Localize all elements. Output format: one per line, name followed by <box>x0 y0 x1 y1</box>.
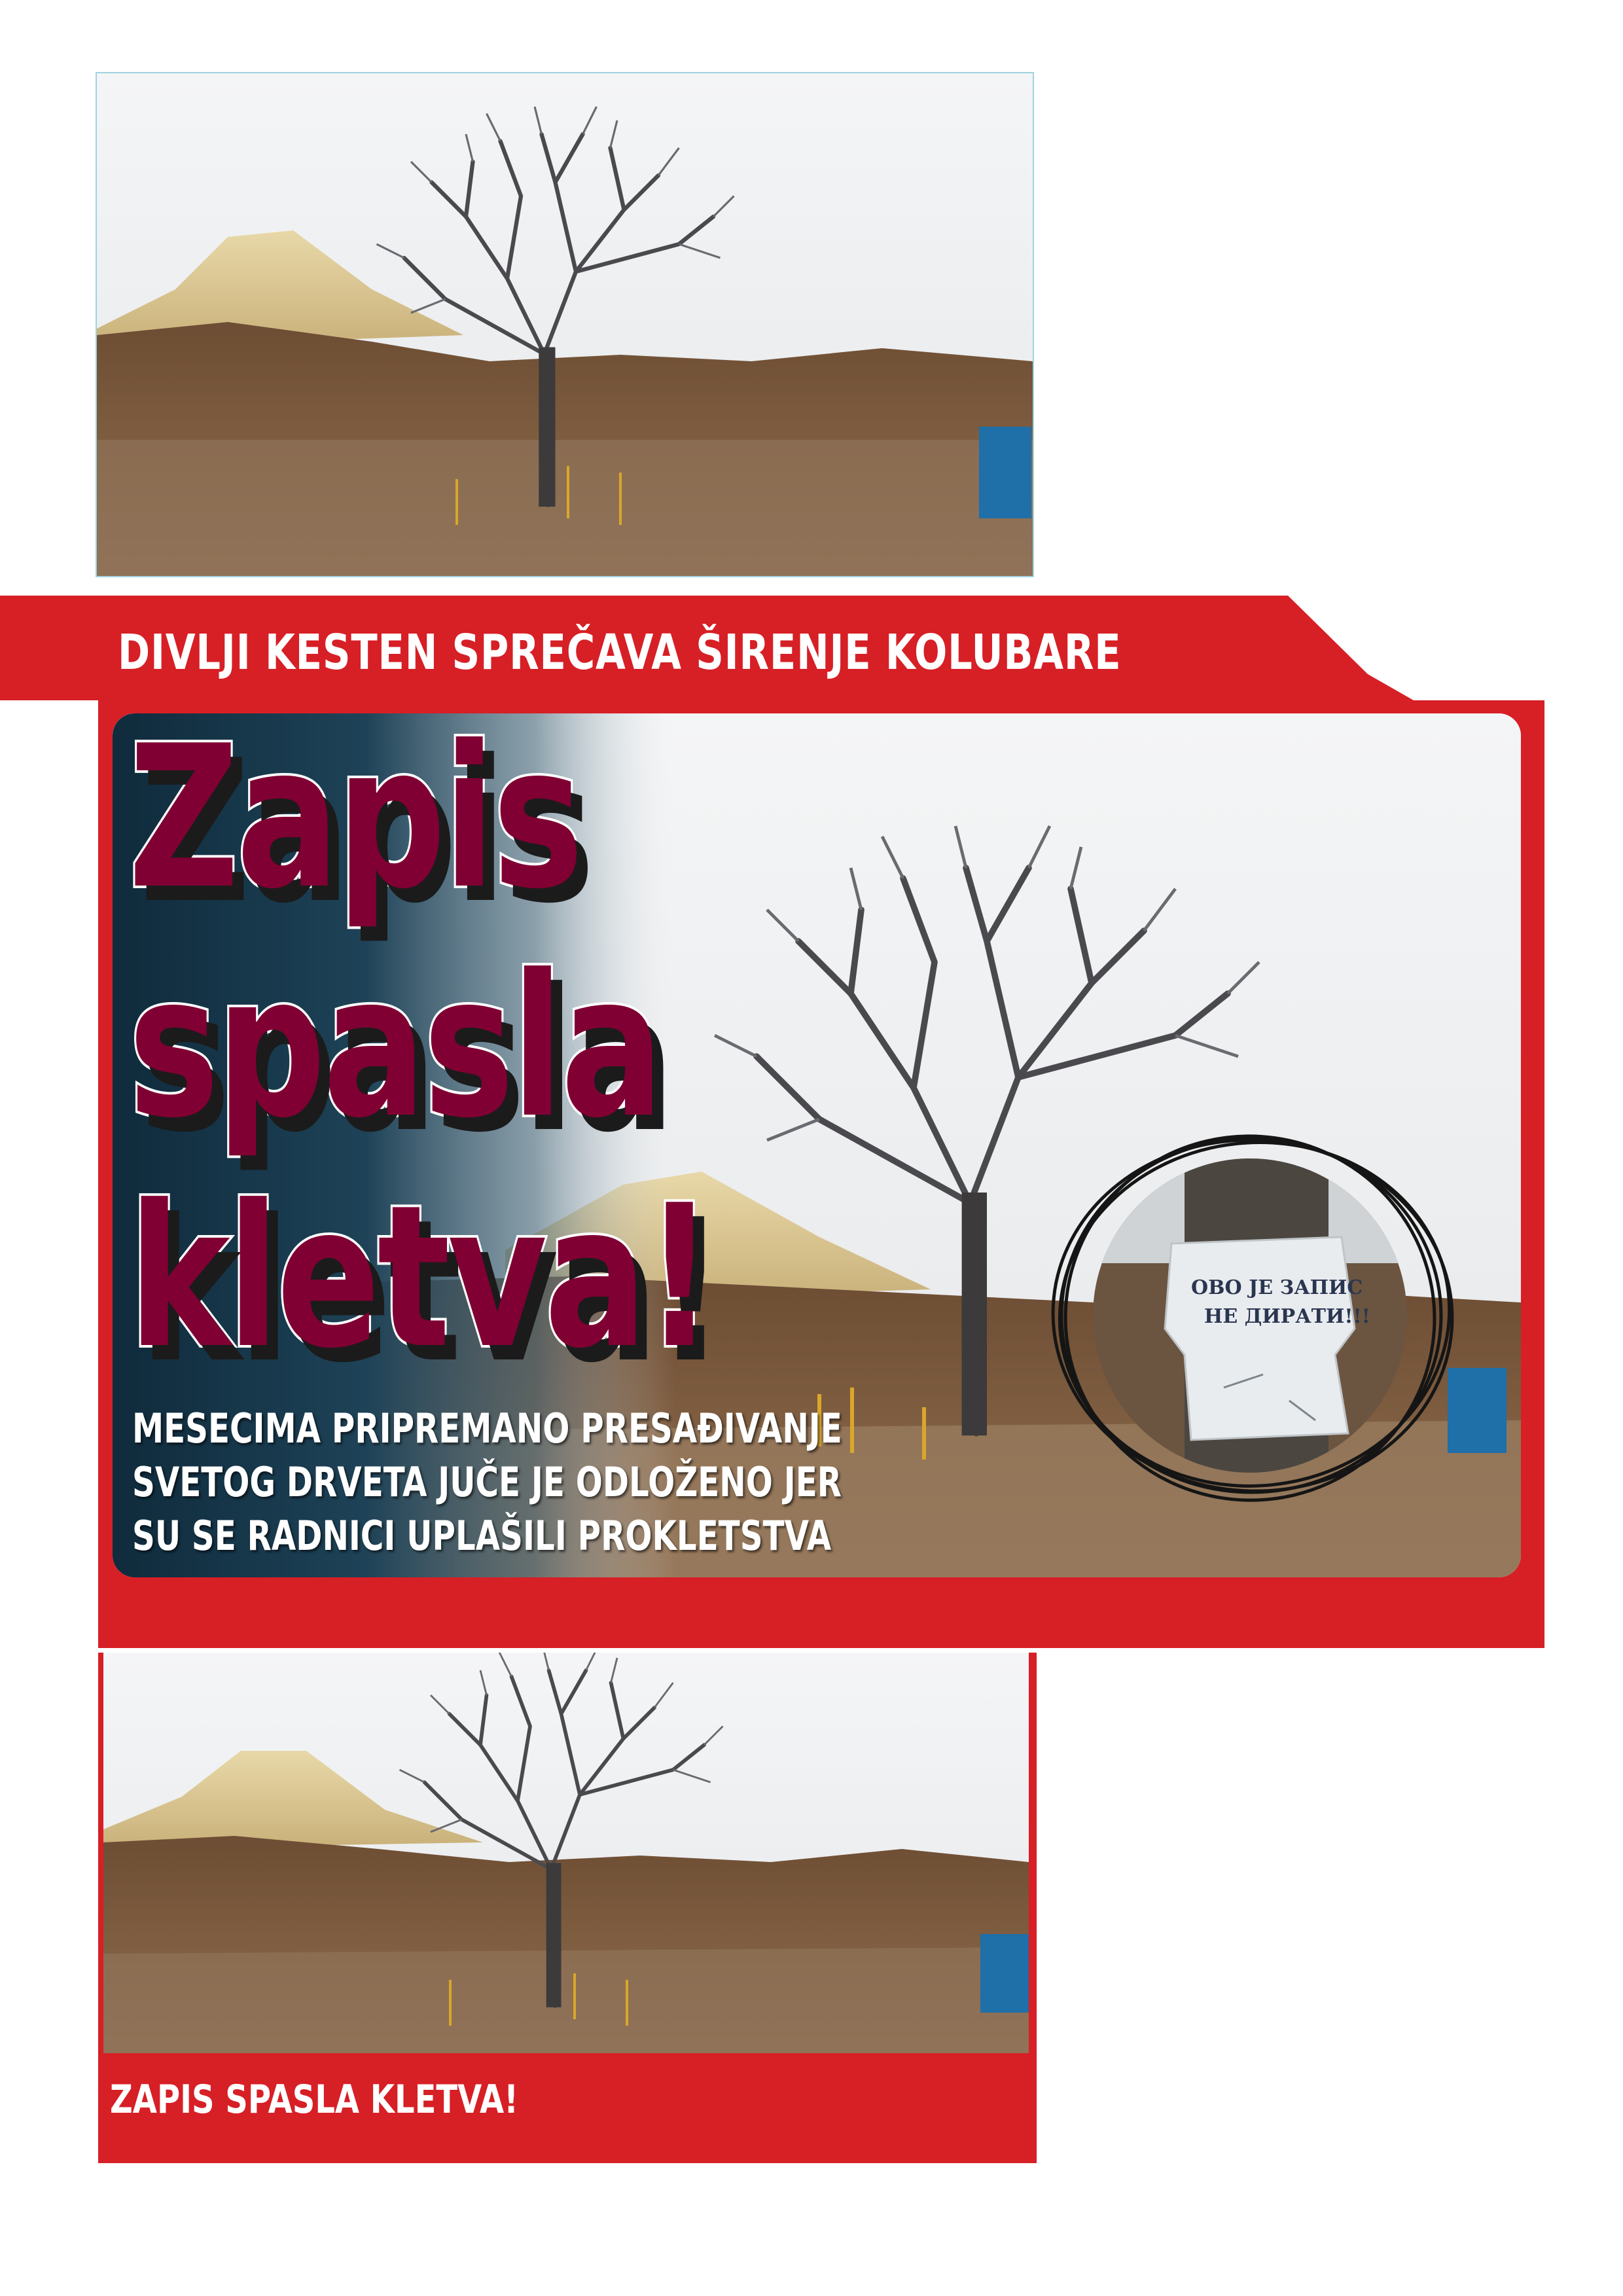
top-photo <box>97 73 1033 576</box>
photo-caption-card <box>98 1653 1037 2163</box>
lead-story-banner <box>0 596 1544 1648</box>
deck-line-1: MESECIMA PRIPREMANO PRESAĐIVANJE <box>132 1405 842 1452</box>
headline-line-3: kletva! <box>128 1163 711 1391</box>
sign-text-line-2: НЕ ДИРАТИ!!! <box>1204 1305 1370 1328</box>
deck-line-2: SVETOG DRVETA JUČE JE ODLOŽENO JER <box>132 1458 842 1506</box>
sign-text-line-1: ОВО ЈЕ ЗАПИС <box>1191 1276 1363 1299</box>
kicker: DIVLJI KESTEN SPREČAVA ŠIRENJE KOLUBARE <box>118 624 1122 681</box>
scribble-circle-icon <box>1022 1106 1480 1525</box>
headline-line-1: Zapis <box>128 713 581 932</box>
headline-line-2: spasla <box>128 933 662 1161</box>
photo-caption: ZAPIS SPASLA KLETVA! <box>110 2077 519 2123</box>
deck-line-3: SU SE RADNICI UPLAŠILI PROKLETSTVA <box>132 1512 832 1560</box>
hero-image <box>113 713 1521 1577</box>
bottom-photo <box>103 1653 1029 2053</box>
